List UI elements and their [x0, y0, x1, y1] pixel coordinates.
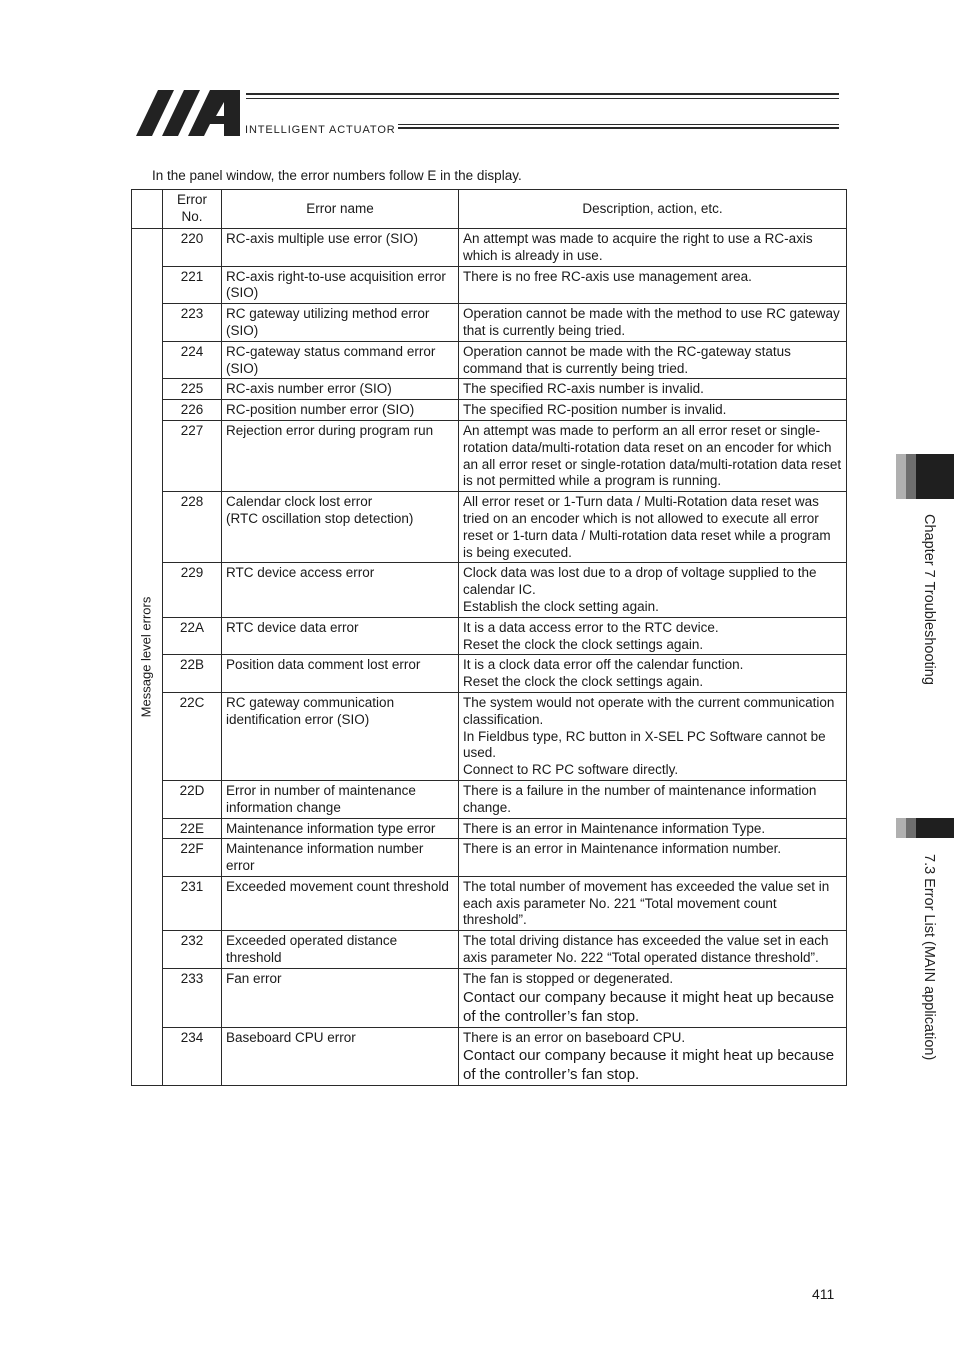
error-no: 231 — [163, 876, 222, 930]
table-row — [132, 931, 847, 969]
error-no: 221 — [163, 266, 222, 304]
table-row — [132, 968, 847, 1027]
table-row — [132, 1027, 847, 1086]
error-no: 229 — [163, 563, 222, 617]
table-row — [132, 341, 847, 379]
error-description — [459, 968, 847, 1027]
table-row — [132, 304, 847, 342]
table-row — [132, 818, 847, 839]
table-header-row — [132, 190, 847, 229]
error-name: RTC device data error — [222, 617, 459, 655]
error-name: RC-axis multiple use error (SIO) — [222, 229, 459, 267]
error-description — [459, 1027, 847, 1086]
error-name: Maintenance information number error — [222, 839, 459, 877]
error-description: There is no free RC-axis use management area. — [459, 266, 847, 304]
error-description: An attempt was made to acquire the right to use a RC-axis which is already in use. — [459, 229, 847, 267]
error-name: Exceeded movement count threshold — [222, 876, 459, 930]
table-row — [132, 692, 847, 780]
error-description: An attempt was made to perform an all error reset or single-rotation data/multi-rotation data reset on an encoder for which an all error reset or single-rotation data/multi-rotation data reset is not permitted while a program is running. — [459, 420, 847, 491]
header-rule-bottom-2 — [398, 127, 839, 129]
error-description-main: The fan is stopped or degenerated. — [463, 970, 674, 986]
header-rule-top-2 — [246, 98, 839, 99]
chapter-tab-shade-light — [896, 454, 906, 499]
error-no: 226 — [163, 400, 222, 421]
error-name: Exceeded operated distance threshold — [222, 931, 459, 969]
error-no: 22F — [163, 839, 222, 877]
error-name: RC-position number error (SIO) — [222, 400, 459, 421]
error-name: Error in number of maintenance information change — [222, 780, 459, 818]
error-description: Operation cannot be made with the RC-gateway status command that is currently being tried. — [459, 341, 847, 379]
header-error-no: Error No. — [163, 190, 222, 229]
table-row — [132, 492, 847, 563]
section-side-label: 7.3 Error List (MAIN application) — [921, 854, 937, 1061]
error-name: RC-axis number error (SIO) — [222, 379, 459, 400]
error-name: Baseboard CPU error — [222, 1027, 459, 1086]
error-description: The system would not operate with the current communication classification. In Fieldbus type, RC button in X-SEL PC Software cannot be used. Connect to RC PC software directly. — [459, 692, 847, 780]
error-name: Fan error — [222, 968, 459, 1027]
error-name: RC-gateway status command error (SIO) — [222, 341, 459, 379]
error-description: It is a data access error to the RTC device. Reset the clock the clock settings again. — [459, 617, 847, 655]
error-no: 227 — [163, 420, 222, 491]
header-rule-bottom-1 — [398, 124, 839, 125]
error-name: Position data comment lost error — [222, 655, 459, 693]
error-name: RC gateway utilizing method error (SIO) — [222, 304, 459, 342]
error-description: The specified RC-position number is invalid. — [459, 400, 847, 421]
table-row — [132, 655, 847, 693]
table-row — [132, 876, 847, 930]
error-description-extra: Contact our company because it might heat up because of the controller’s fan stop. — [463, 988, 835, 1025]
table-row — [132, 266, 847, 304]
table-row — [132, 839, 847, 877]
intro-text: In the panel window, the error numbers follow E in the display. — [152, 168, 522, 183]
header-rule-top-1 — [246, 93, 839, 95]
error-table — [131, 189, 847, 1086]
iai-logo-icon — [136, 90, 242, 136]
error-no: 228 — [163, 492, 222, 563]
chapter-tab-shade-mid — [906, 454, 916, 499]
table-row — [132, 563, 847, 617]
error-description: Clock data was lost due to a drop of voltage supplied to the calendar IC. Establish the clock setting again. — [459, 563, 847, 617]
error-no: 232 — [163, 931, 222, 969]
error-no: 223 — [163, 304, 222, 342]
error-no: 233 — [163, 968, 222, 1027]
error-no: 22B — [163, 655, 222, 693]
header-error-name: Error name — [222, 190, 459, 229]
section-tab-shade-mid — [906, 818, 916, 838]
table-row — [132, 617, 847, 655]
page-number: 411 — [812, 1286, 835, 1302]
error-name: Maintenance information type error — [222, 818, 459, 839]
error-description: It is a clock data error off the calendar function. Reset the clock the clock settings again. — [459, 655, 847, 693]
error-no: 22E — [163, 818, 222, 839]
table-row — [132, 379, 847, 400]
table-row — [132, 780, 847, 818]
error-no: 220 — [163, 229, 222, 267]
error-no: 22C — [163, 692, 222, 780]
brand-text: INTELLIGENT ACTUATOR — [245, 124, 396, 136]
chapter-tab — [916, 454, 954, 499]
header-description: Description, action, etc. — [459, 190, 847, 229]
section-tab-shade-light — [896, 818, 906, 838]
section-tab — [916, 818, 954, 838]
table-row — [132, 400, 847, 421]
error-description: The total driving distance has exceeded the value set in each axis parameter No. 222 “Total operated distance threshold”. — [459, 931, 847, 969]
error-description: The total number of movement has exceeded the value set in each axis parameter No. 221 “Total movement count threshold”. — [459, 876, 847, 930]
error-name: Calendar clock lost error (RTC oscillation stop detection) — [222, 492, 459, 563]
chapter-side-label: Chapter 7 Troubleshooting — [921, 514, 937, 685]
error-name: Rejection error during program run — [222, 420, 459, 491]
error-no: 234 — [163, 1027, 222, 1086]
error-description: There is an error in Maintenance information number. — [459, 839, 847, 877]
table-row — [132, 420, 847, 491]
category-label: Message level errors — [138, 596, 154, 718]
error-name: RTC device access error — [222, 563, 459, 617]
error-description: The specified RC-axis number is invalid. — [459, 379, 847, 400]
error-description: All error reset or 1-Turn data / Multi-Rotation data reset was tried on an encoder which is not allowed to execute all error reset or 1-turn data / Multi-rotation data reset while a program is being executed. — [459, 492, 847, 563]
error-description-main: There is an error on baseboard CPU. — [463, 1029, 686, 1045]
error-description: There is an error in Maintenance information Type. — [459, 818, 847, 839]
error-name: RC gateway communication identification error (SIO) — [222, 692, 459, 780]
error-no: 224 — [163, 341, 222, 379]
error-description: Operation cannot be made with the method to use RC gateway that is currently being tried. — [459, 304, 847, 342]
error-description-extra: Contact our company because it might heat up because of the controller’s fan stop. — [463, 1047, 835, 1084]
error-no: 22A — [163, 617, 222, 655]
error-no: 22D — [163, 780, 222, 818]
error-no: 225 — [163, 379, 222, 400]
header-category-cell — [132, 190, 163, 229]
table-row — [132, 229, 847, 267]
category-cell — [132, 229, 163, 1086]
error-name: RC-axis right-to-use acquisition error (SIO) — [222, 266, 459, 304]
error-description: There is a failure in the number of maintenance information change. — [459, 780, 847, 818]
